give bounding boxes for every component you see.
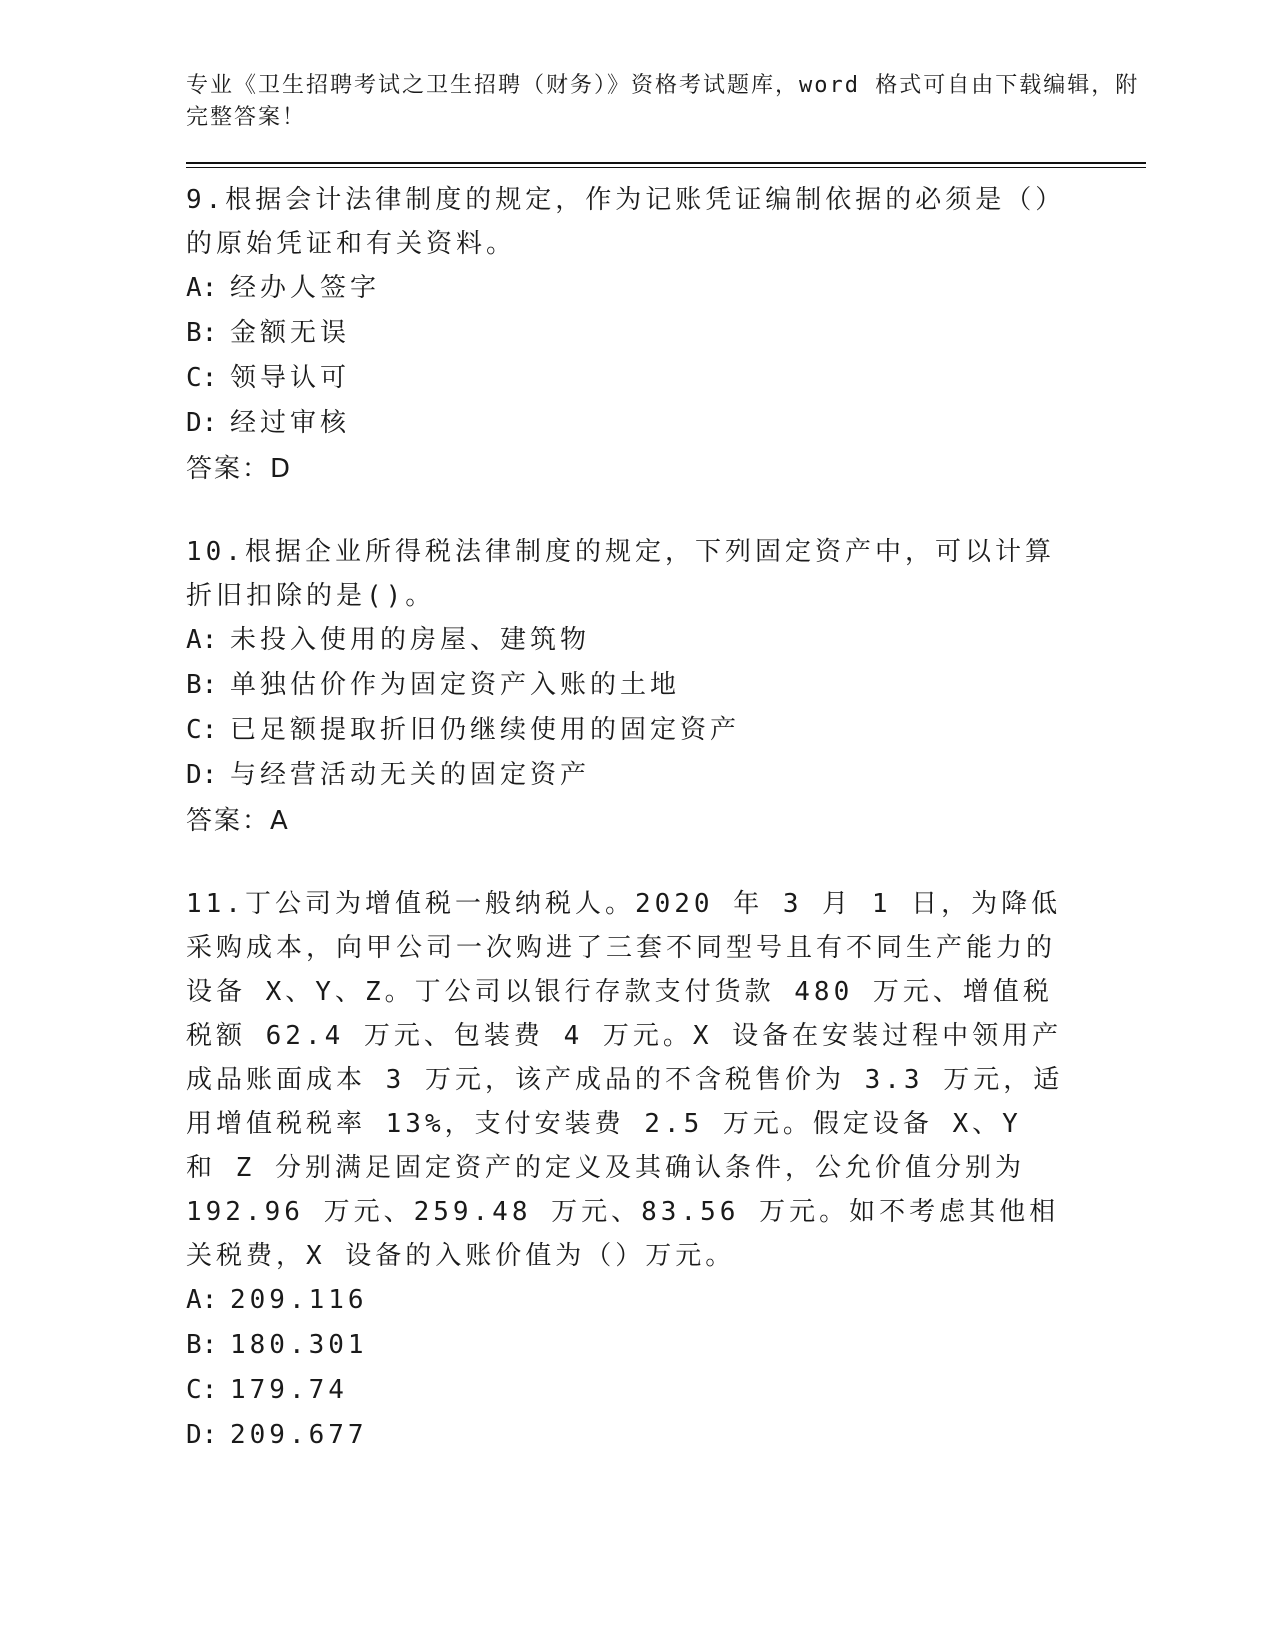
option-letter: A: bbox=[186, 273, 218, 303]
option-d bbox=[186, 401, 1146, 446]
option-list bbox=[186, 266, 1146, 446]
option-text: 209.116 bbox=[230, 1285, 368, 1315]
option-text: 与经营活动无关的固定资产 bbox=[230, 760, 591, 790]
option-text: 179.74 bbox=[230, 1375, 348, 1405]
option-text: 180.301 bbox=[230, 1330, 368, 1360]
question-10 bbox=[186, 530, 1146, 844]
option-letter: C: bbox=[186, 1375, 218, 1405]
option-letter: B: bbox=[186, 318, 218, 348]
option-letter: A: bbox=[186, 625, 218, 655]
option-letter: A: bbox=[186, 1285, 218, 1315]
option-text: 金额无误 bbox=[230, 318, 351, 348]
answer-line: 答案：D bbox=[186, 454, 293, 484]
option-text: 单独估价作为固定资产入账的土地 bbox=[230, 670, 681, 700]
answer-line: 答案：A bbox=[186, 806, 290, 836]
question-stem: 9.根据会计法律制度的规定，作为记账凭证编制依据的必须是（）的原始凭证和有关资料。 bbox=[186, 185, 1066, 259]
option-text: 已足额提取折旧仍继续使用的固定资产 bbox=[230, 715, 741, 745]
option-letter: D: bbox=[186, 760, 218, 790]
question-11 bbox=[186, 882, 1146, 1458]
option-list bbox=[186, 618, 1146, 798]
option-c bbox=[186, 708, 1146, 753]
option-d bbox=[186, 1413, 1146, 1458]
option-c bbox=[186, 356, 1146, 401]
option-d bbox=[186, 753, 1146, 798]
option-c bbox=[186, 1368, 1146, 1413]
option-letter: D: bbox=[186, 1420, 218, 1450]
option-b bbox=[186, 311, 1146, 356]
option-letter: C: bbox=[186, 715, 218, 745]
option-letter: B: bbox=[186, 1330, 218, 1360]
question-9 bbox=[186, 178, 1146, 492]
option-text: 209.677 bbox=[230, 1420, 368, 1450]
option-a bbox=[186, 266, 1146, 311]
option-a bbox=[186, 618, 1146, 663]
option-a bbox=[186, 1278, 1146, 1323]
option-text: 经过审核 bbox=[230, 408, 351, 438]
option-letter: B: bbox=[186, 670, 218, 700]
option-list bbox=[186, 1278, 1146, 1458]
question-stem: 11.丁公司为增值税一般纳税人。2020 年 3 月 1 日，为降低采购成本，向甲公司一次购进了三套不同型号且有不同生产能力的设备 X、Y、Z。丁公司以银行存款支付货款 480 万元、增值税税额 62.4 万元、包装费 4 万元。X 设备在安装过程中领用产成品账面成本 3 万元，该产成品的不含税售价为 3.3 万元，适用增值税税率 13%，支付安装费 2.5 万元。假定设备 X、Y 和 Z 分别满足固定资产的定义及其确认条件，公允价值分别为 192.96 万元、259.48 万元、83.56 万元。如不考虑其他相关税费，X 设备的入账价值为（）万元。 bbox=[186, 889, 1064, 1271]
question-stem: 10.根据企业所得税法律制度的规定，下列固定资产中，可以计算折旧扣除的是()。 bbox=[186, 537, 1055, 611]
header-divider bbox=[186, 162, 1146, 168]
option-text: 经办人签字 bbox=[230, 273, 381, 303]
option-text: 未投入使用的房屋、建筑物 bbox=[230, 625, 591, 655]
document-header: 专业《卫生招聘考试之卫生招聘（财务）》资格考试题库，word 格式可自由下载编辑，附完整答案！ bbox=[186, 73, 1140, 130]
option-b bbox=[186, 1323, 1146, 1368]
option-letter: C: bbox=[186, 363, 218, 393]
document-page bbox=[186, 70, 1146, 1458]
option-text: 领导认可 bbox=[230, 363, 351, 393]
option-letter: D: bbox=[186, 408, 218, 438]
option-b bbox=[186, 663, 1146, 708]
